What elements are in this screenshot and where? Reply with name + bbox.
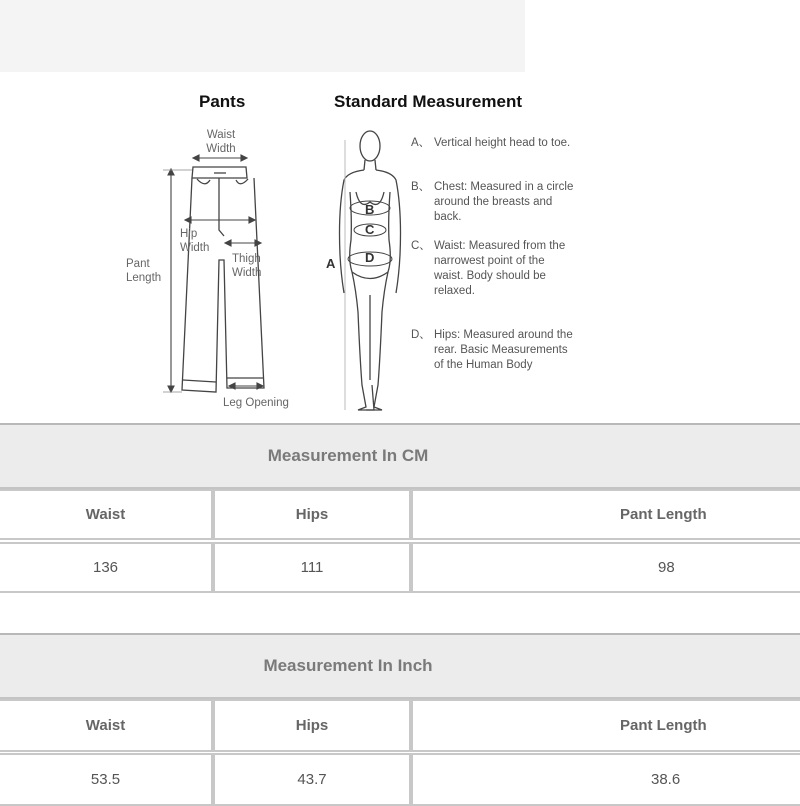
table-title: Measurement In CM	[267, 446, 429, 465]
hip-width-label: Hip Width	[180, 228, 210, 254]
header-waist: Waist	[0, 699, 213, 752]
table-title-row	[0, 423, 800, 489]
table-title-row	[0, 633, 800, 699]
description-letter: C、	[411, 240, 431, 252]
description-a	[411, 136, 581, 166]
description-d	[411, 328, 581, 388]
value-waist: 136	[0, 542, 213, 593]
pants-title: Pants	[199, 92, 246, 111]
value-hips: 43.7	[213, 753, 411, 806]
standard-measurement-title: Standard Measurement	[334, 92, 522, 111]
pants-drawing	[0, 80, 320, 420]
description-letter: D、	[411, 329, 431, 341]
description-text: Vertical height head to toe.	[434, 137, 571, 149]
description-c	[411, 239, 581, 314]
measurement-diagram	[0, 80, 800, 420]
body-letter-b: B	[365, 202, 375, 217]
description-b	[411, 180, 581, 225]
value-pant-length: 98	[411, 542, 800, 593]
header-waist: Waist	[0, 489, 213, 540]
inch-measurement-table	[0, 633, 800, 800]
table-title: Measurement In Inch	[263, 656, 433, 675]
header-pant-length: Pant Length	[411, 489, 800, 540]
description-text: Waist: Measured from the narrowest point of the waist. Body should be relaxed.	[434, 240, 566, 297]
thigh-width-label: Thigh Width	[232, 253, 262, 279]
description-letter: A、	[411, 137, 431, 149]
pant-length-label: Pant Length	[126, 258, 162, 284]
description-text: Chest: Measured in a circle around the breasts and back.	[434, 181, 574, 223]
header-hips: Hips	[213, 699, 411, 752]
waist-width-label: Waist Width	[206, 129, 236, 155]
value-hips: 111	[213, 542, 411, 593]
cm-measurement-table	[0, 423, 800, 596]
value-pant-length: 38.6	[411, 753, 800, 806]
header-hips: Hips	[213, 489, 411, 540]
leg-opening-label: Leg Opening	[223, 397, 289, 409]
body-letter-c: C	[365, 222, 375, 237]
header-pant-length: Pant Length	[411, 699, 800, 752]
value-waist: 53.5	[0, 753, 213, 806]
body-letter-a: A	[326, 256, 336, 271]
body-letter-d: D	[365, 250, 375, 265]
description-text: Hips: Measured around the rear. Basic Measurements of the Human Body	[434, 329, 573, 371]
description-letter: B、	[411, 181, 431, 193]
top-banner-band	[0, 0, 525, 72]
